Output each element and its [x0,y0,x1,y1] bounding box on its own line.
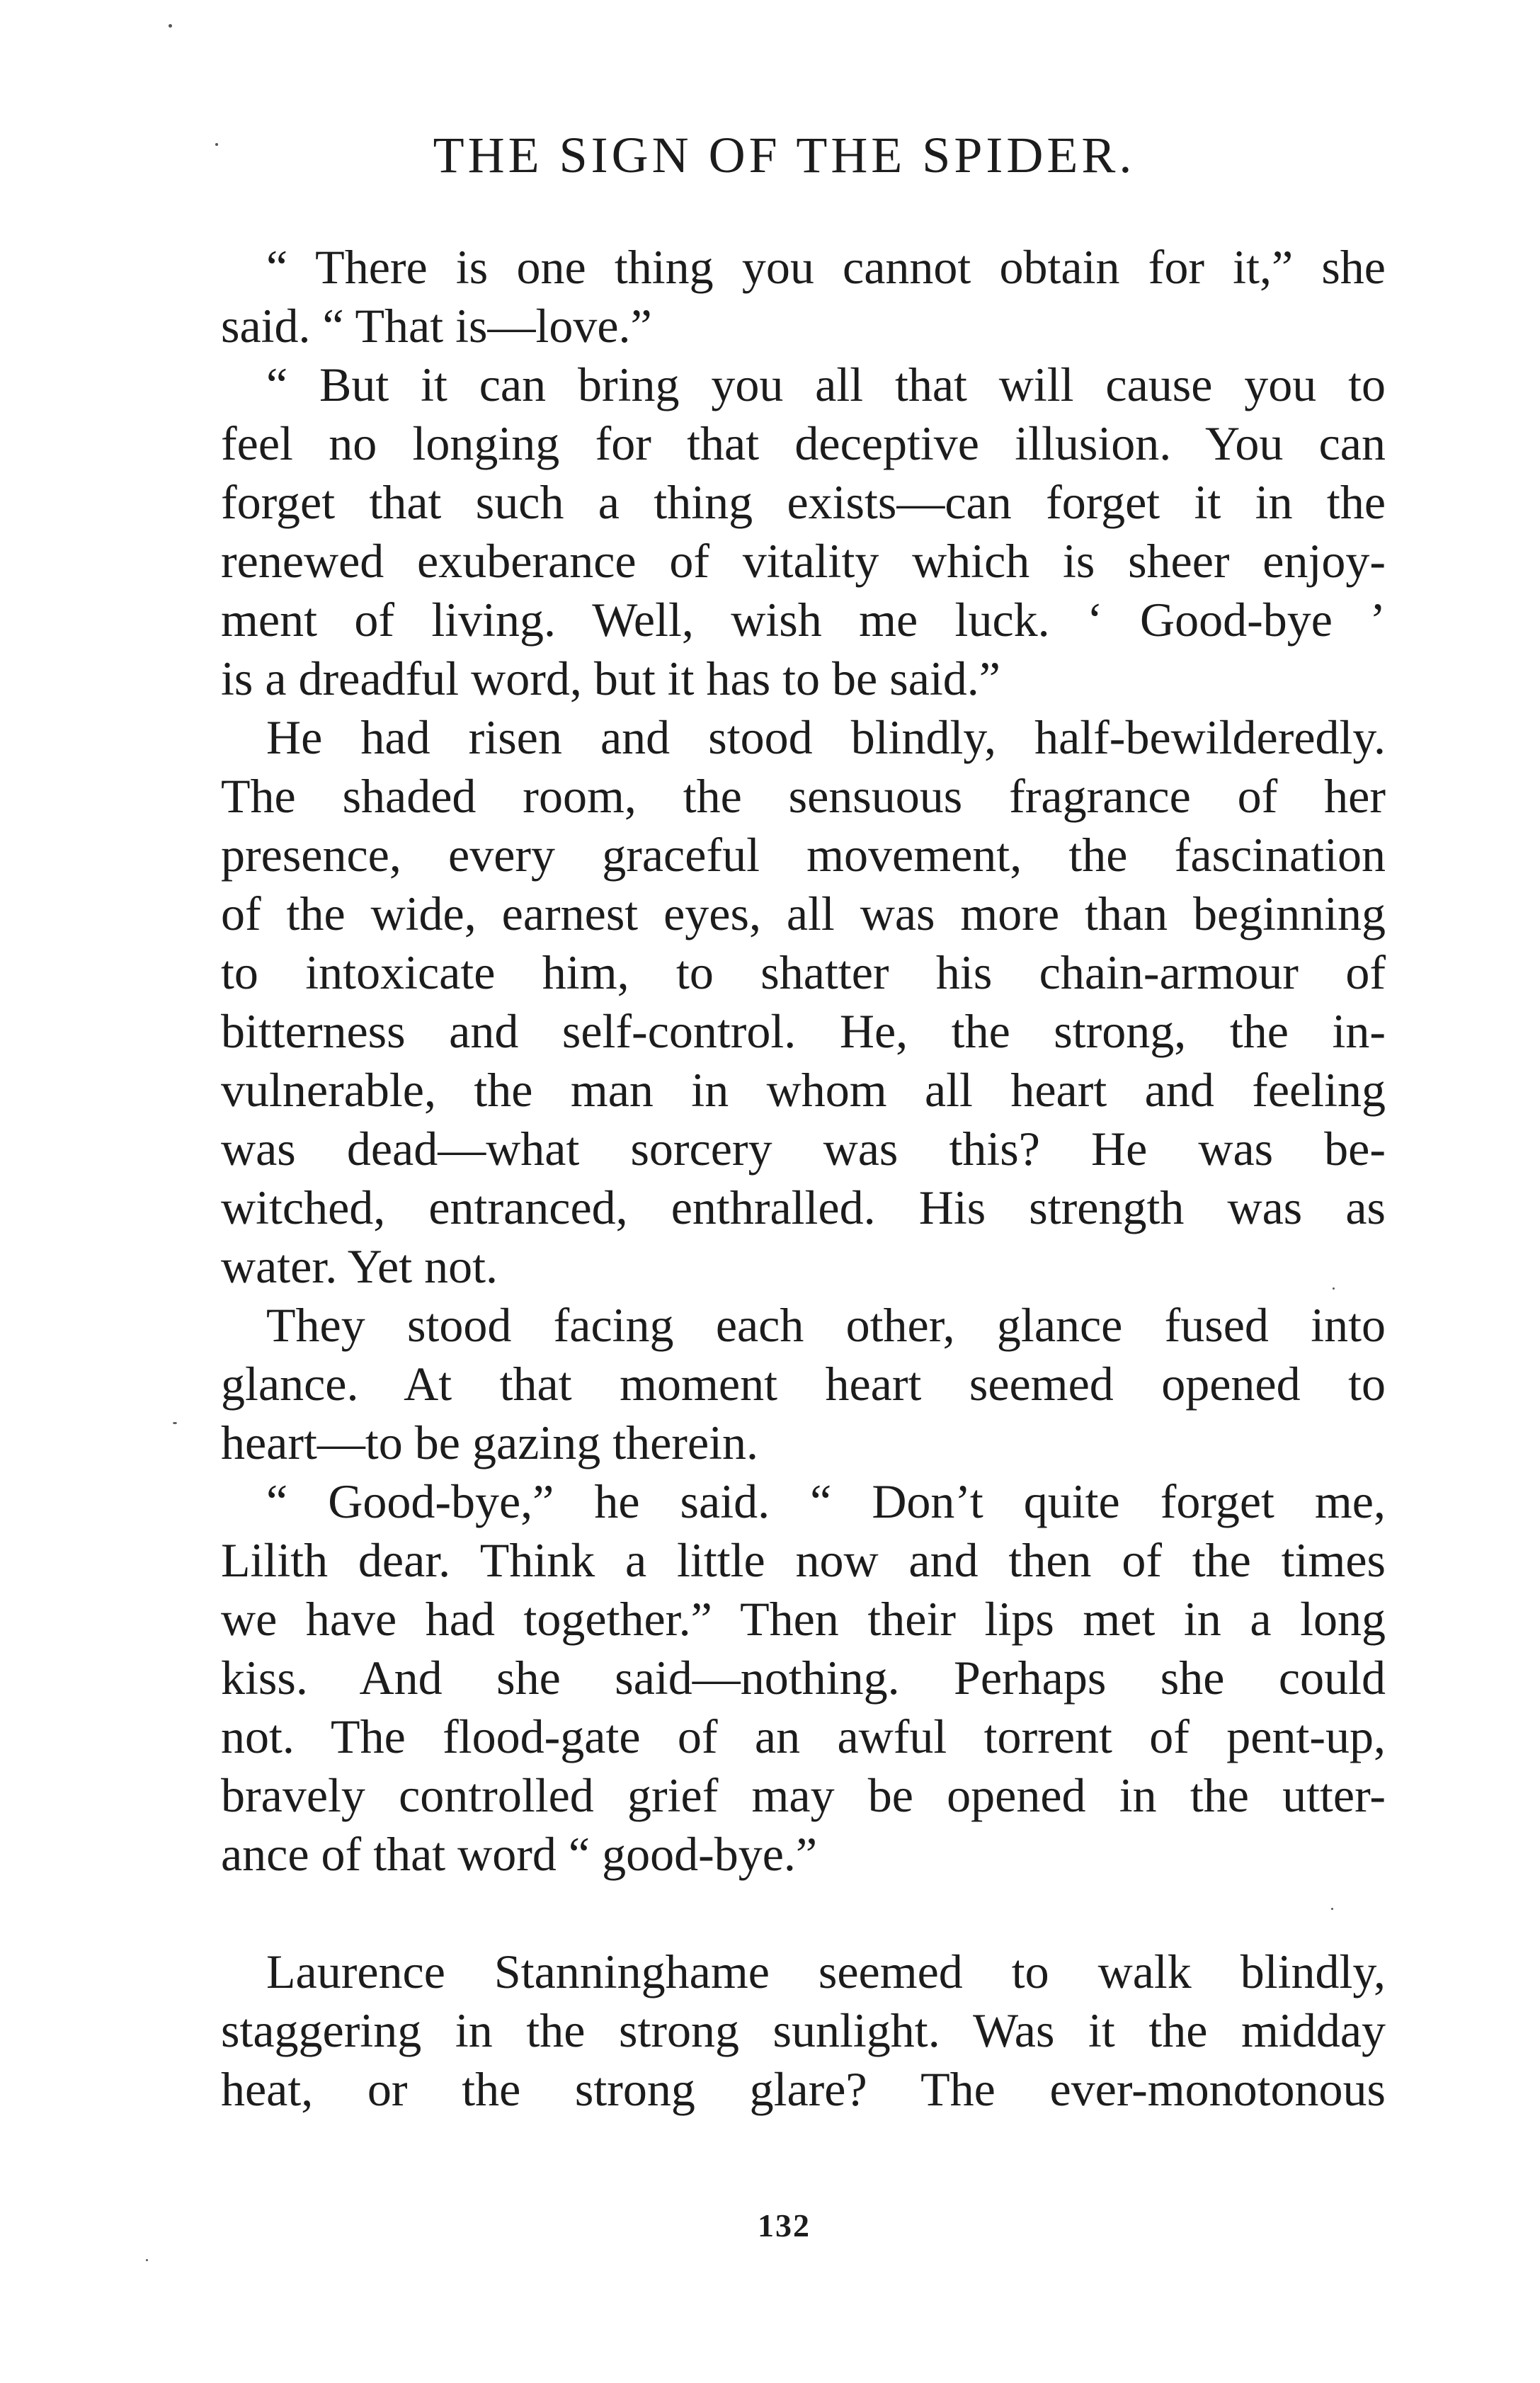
text-line: forget that such a thing exists—can forget it in the [221,475,1386,529]
text-line: of the wide, earnest eyes, all was more than beginning [221,887,1386,940]
text-line: witched, entranced, enthralled. His strength was as [221,1181,1386,1234]
text-line: is a dreadful word, but it has to be said.” [221,652,1000,705]
paper-speck [1333,1287,1335,1290]
text-line: “ Good-bye,” he said. “ Don’t quite forget me, [266,1474,1386,1528]
paper-speck [173,1422,177,1424]
paper-speck [215,143,218,146]
section-break [221,1884,1386,1943]
text-line: heart—to be gazing therein. [221,1416,759,1469]
text-line: He had risen and stood blindly, half-bewilderedly. [266,710,1386,764]
text-line: “ But it can bring you all that will cause you to [266,358,1386,411]
text-line: bitterness and self-control. He, the strong, the in- [221,1004,1386,1058]
text-line: glance. At that moment heart seemed opened to [221,1357,1386,1411]
paper-speck [146,2259,148,2261]
body-text [221,238,1386,2119]
text-line: ance of that word “ good-bye.” [221,1827,818,1881]
text-line: water. Yet not. [221,1239,498,1293]
paper-speck [1331,1908,1333,1910]
text-line: They stood facing each other, glance fused into [266,1298,1386,1352]
paper-speck [169,24,172,28]
text-line: said. “ That is—love.” [221,299,652,353]
text-line: heat, or the strong glare? The ever-monotonous [221,2062,1386,2116]
text-line: Laurence Stanninghame seemed to walk blindly, [266,1945,1386,1998]
text-line: The shaded room, the sensuous fragrance of her [221,769,1386,823]
text-line: vulnerable, the man in whom all heart and feeling [221,1063,1386,1117]
text-line: renewed exuberance of vitality which is sheer enjoy- [221,534,1386,588]
text-line: feel no longing for that deceptive illusion. You can [221,416,1386,470]
text-line: to intoxicate him, to shatter his chain-armour of [221,945,1386,999]
page-number: 132 [758,2207,811,2243]
text-line: not. The flood-gate of an awful torrent of pent-up, [221,1710,1386,1763]
text-line: bravely controlled grief may be opened in the utter- [221,1768,1386,1822]
text-line: “ There is one thing you cannot obtain for it,” she [266,240,1386,294]
text-line: Lilith dear. Think a little now and then of the times [221,1533,1386,1587]
text-line: presence, every graceful movement, the fascination [221,828,1386,882]
running-header: THE SIGN OF THE SPIDER. [433,127,1136,183]
text-line: was dead—what sorcery was this? He was be- [221,1122,1386,1176]
text-line: ment of living. Well, wish me luck. ‘ Good-bye ’ [221,593,1386,647]
text-line: staggering in the strong sunlight. Was it the midday [221,2003,1386,2057]
text-line: kiss. And she said—nothing. Perhaps she could [221,1651,1386,1705]
text-line: we have had together.” Then their lips met in a long [221,1592,1386,1646]
